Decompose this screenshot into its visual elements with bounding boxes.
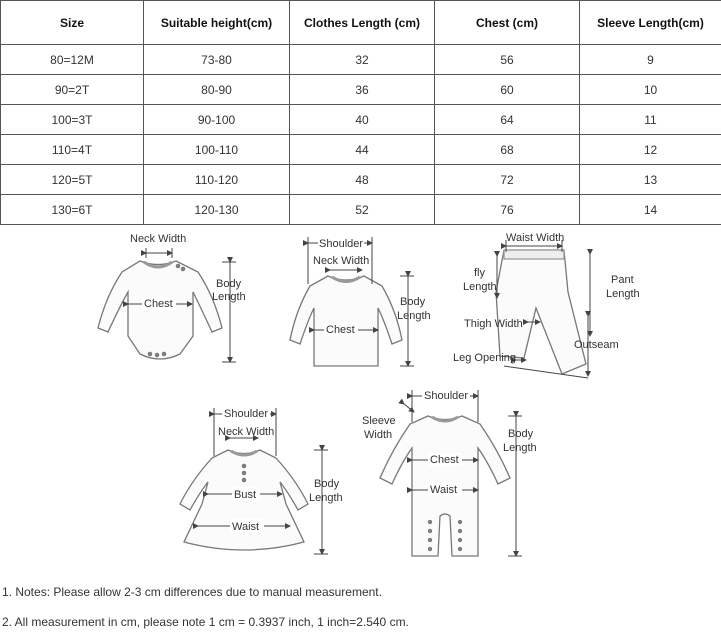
cell-chest: 64 bbox=[435, 105, 580, 135]
cell-chest: 68 bbox=[435, 135, 580, 165]
romper-waist-label: Waist bbox=[430, 484, 458, 496]
dress-bust-label: Bust bbox=[234, 489, 257, 501]
note-measurement-difference: 1. Notes: Please allow 2-3 cm differences due to manual measurement. bbox=[2, 585, 382, 599]
cell-length: 52 bbox=[290, 195, 435, 225]
header-sleeve-length: Sleeve Length(cm) bbox=[580, 1, 721, 45]
romper-length-label: Length bbox=[503, 442, 537, 454]
top-neck-width-label: Neck Width bbox=[313, 255, 370, 267]
table-row bbox=[1, 75, 721, 105]
cell-sleeve: 14 bbox=[580, 195, 721, 225]
table-header-row bbox=[1, 1, 721, 45]
dress-length-label: Length bbox=[309, 492, 343, 504]
romper-body-label: Body bbox=[508, 428, 534, 440]
header-suitable-height: Suitable height(cm) bbox=[144, 1, 290, 45]
cell-size: 120=5T bbox=[1, 165, 144, 195]
cell-sleeve: 12 bbox=[580, 135, 721, 165]
size-chart-table bbox=[0, 0, 721, 225]
cell-height: 73-80 bbox=[144, 45, 290, 75]
cell-length: 44 bbox=[290, 135, 435, 165]
pants-pant-label: Pant bbox=[611, 274, 634, 286]
note-unit-conversion: 2. All measurement in cm, please note 1 cm = 0.3937 inch, 1 inch=2.540 cm. bbox=[2, 615, 409, 629]
cell-size: 80=12M bbox=[1, 45, 144, 75]
cell-chest: 76 bbox=[435, 195, 580, 225]
pants-fly-label: fly bbox=[474, 267, 485, 279]
cell-size: 130=6T bbox=[1, 195, 144, 225]
dress-neck-width-label: Neck Width bbox=[218, 426, 275, 438]
cell-size: 90=2T bbox=[1, 75, 144, 105]
cell-sleeve: 10 bbox=[580, 75, 721, 105]
cell-height: 90-100 bbox=[144, 105, 290, 135]
dress-waist-label: Waist bbox=[232, 521, 260, 533]
header-chest: Chest (cm) bbox=[435, 1, 580, 45]
table-row bbox=[1, 135, 721, 165]
dress-body-label: Body bbox=[314, 478, 340, 490]
table-row bbox=[1, 165, 721, 195]
measurement-diagrams-svg bbox=[0, 226, 721, 571]
pants-leg-opening-label: Leg Opening bbox=[453, 352, 516, 364]
top-length-label: Length bbox=[397, 310, 431, 322]
top-body-label: Body bbox=[400, 296, 426, 308]
cell-chest: 56 bbox=[435, 45, 580, 75]
cell-sleeve: 9 bbox=[580, 45, 721, 75]
cell-sleeve: 13 bbox=[580, 165, 721, 195]
cell-size: 100=3T bbox=[1, 105, 144, 135]
bodysuit-neck-width-label: Neck Width bbox=[130, 233, 187, 245]
romper-chest-label: Chest bbox=[430, 454, 459, 466]
romper-shoulder-label: Shoulder bbox=[424, 390, 469, 402]
cell-chest: 72 bbox=[435, 165, 580, 195]
pants-thigh-width-label: Thigh Width bbox=[464, 318, 523, 330]
cell-length: 48 bbox=[290, 165, 435, 195]
table-row bbox=[1, 105, 721, 135]
cell-length: 32 bbox=[290, 45, 435, 75]
cell-height: 100-110 bbox=[144, 135, 290, 165]
pants-fly-length-label: Length bbox=[463, 281, 497, 293]
pants-waist-width-label: Waist Width bbox=[506, 232, 565, 244]
romper-sleeve-label: Sleeve bbox=[362, 415, 396, 427]
cell-size: 110=4T bbox=[1, 135, 144, 165]
cell-height: 80-90 bbox=[144, 75, 290, 105]
bodysuit-chest-label: Chest bbox=[144, 298, 173, 310]
header-clothes-length: Clothes Length (cm) bbox=[290, 1, 435, 45]
cell-chest: 60 bbox=[435, 75, 580, 105]
pants-outseam-label: Outseam bbox=[574, 339, 619, 351]
measurement-diagrams bbox=[0, 226, 721, 571]
top-diagram bbox=[290, 276, 402, 366]
cell-sleeve: 11 bbox=[580, 105, 721, 135]
romper-width-label: Width bbox=[364, 429, 393, 441]
top-chest-label: Chest bbox=[326, 324, 355, 336]
bodysuit-body-label: Body bbox=[216, 278, 242, 290]
pants-pant-length-label: Length bbox=[606, 288, 640, 300]
cell-height: 110-120 bbox=[144, 165, 290, 195]
header-size: Size bbox=[1, 1, 144, 45]
dress-shoulder-label: Shoulder bbox=[224, 408, 269, 420]
bodysuit-length-label: Length bbox=[212, 291, 246, 303]
cell-height: 120-130 bbox=[144, 195, 290, 225]
table-row bbox=[1, 45, 721, 75]
top-shoulder-label: Shoulder bbox=[319, 238, 364, 250]
cell-length: 40 bbox=[290, 105, 435, 135]
cell-length: 36 bbox=[290, 75, 435, 105]
table-row bbox=[1, 195, 721, 225]
